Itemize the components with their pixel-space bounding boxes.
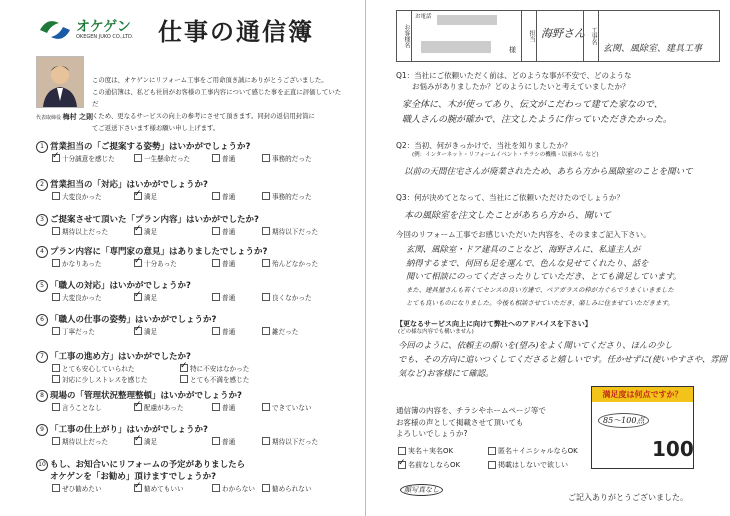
checkbox[interactable] xyxy=(52,227,60,235)
question-title: もし、お知合いにリフォームの予定がありましたら xyxy=(50,460,246,470)
answer-option[interactable] xyxy=(52,258,102,268)
answer-option[interactable] xyxy=(262,191,312,201)
question-title: プラン内容に「専門家の意見」はありましたでしょうか? xyxy=(50,247,268,257)
checkbox[interactable] xyxy=(262,227,270,235)
checkbox[interactable] xyxy=(52,154,60,162)
question-title: 「工事の仕上がり」はいかがでしょうか? xyxy=(50,425,208,435)
option-label: 丁寧だった xyxy=(62,328,95,336)
answer-option[interactable] xyxy=(52,483,102,493)
answer-option[interactable] xyxy=(52,326,95,336)
answer-option[interactable] xyxy=(262,153,312,163)
advice-sub: (どの様な内容でも構いません) xyxy=(398,329,474,335)
option-label: 満足 xyxy=(144,438,158,446)
rq2-title: Q2：当初、何がきっかけで、当社を知りましたか？ xyxy=(396,141,572,150)
publish-option[interactable] xyxy=(488,446,578,456)
answer-line: 聞いて相談にのってくださったりしていただき、とても満足しています。 xyxy=(406,271,682,281)
option-label: できていない xyxy=(272,404,312,412)
answer-option[interactable] xyxy=(262,326,298,336)
answer-option[interactable] xyxy=(52,402,102,412)
answer-option[interactable] xyxy=(212,191,235,201)
rq1-line: お悩みがありましたか？どのようにしたいと考えていましたか？ xyxy=(412,82,630,91)
answer-line: 気など)お客様にて確認。 xyxy=(398,368,494,378)
option-label: 満足 xyxy=(144,328,158,336)
question-number: 8 xyxy=(36,390,48,402)
answer-line: また、建具屋さんも若くてセンスの良い方達で、ペアガラスの枠が力ぐらでうまくいきました xyxy=(406,285,674,294)
phone-redacted xyxy=(437,15,497,25)
answer-option[interactable] xyxy=(134,436,157,446)
intro-line: この通信簿は、私ども社員がお客様の工事内容について感じた事を正直に評価していただ xyxy=(92,88,342,108)
checkbox[interactable] xyxy=(262,403,270,411)
question-title: 営業担当の「ご提案する姿勢」はいかがでしょうか? xyxy=(50,142,251,152)
answer-option[interactable] xyxy=(134,292,157,302)
answer-option[interactable] xyxy=(262,436,318,446)
staff-value: 海野さん xyxy=(541,27,585,40)
signer-role: 代表取締役 xyxy=(36,115,62,121)
rq3-title: Q3：何が決めてとなって、当社にご依頼いただけたのでしょうか？ xyxy=(396,193,625,202)
checkbox[interactable] xyxy=(52,484,60,492)
option-label: とても安心していられた xyxy=(62,365,135,373)
option-label: 事務的だった xyxy=(272,193,312,201)
question-number: 1 xyxy=(36,141,48,153)
answer-option[interactable] xyxy=(212,226,235,236)
score-label: 満足度は何点ですか？ xyxy=(592,387,693,402)
rq3-answer: 本の風除室を注文したことがあちら方から、聞いて xyxy=(404,211,612,221)
answer-option[interactable] xyxy=(52,153,115,163)
option-label: 名前なしならOK xyxy=(408,461,461,469)
question-title: 「工事の進め方」はいかがでしたか? xyxy=(50,352,191,362)
publish-option[interactable] xyxy=(398,446,453,456)
checkbox[interactable] xyxy=(488,461,496,469)
answer-option[interactable] xyxy=(134,402,184,412)
answer-option[interactable] xyxy=(212,258,235,268)
answer-option[interactable] xyxy=(262,483,312,493)
option-label: 良くなかった xyxy=(272,294,312,302)
option-label: 普通 xyxy=(222,438,236,446)
option-label: 普通 xyxy=(222,328,236,336)
checkbox[interactable] xyxy=(212,192,220,200)
answer-line: 玄関、風除室・ドア建具のことなど、海野さんに、私達主人が xyxy=(406,244,641,254)
checkbox[interactable] xyxy=(212,154,220,162)
checkbox[interactable] xyxy=(212,437,220,445)
option-label: 殆んどなかった xyxy=(272,260,319,268)
answer-line: 職人さんの腕が確かで、注文したように作っていただきたかった。 xyxy=(402,115,672,125)
question-title: 「職人の仕事の姿勢」はいかがでしょうか? xyxy=(50,315,217,325)
signer-name: 梅村 之則 xyxy=(62,113,94,121)
advice-answer xyxy=(398,338,727,380)
answer-line: 納得するまで、何回も足を運んで、色んな見せてくれたり、話を xyxy=(406,257,649,268)
answer-option[interactable] xyxy=(180,363,249,373)
option-label: 匿名＋イニシャルならOK xyxy=(498,447,578,455)
option-label: 十分誠意を感じた xyxy=(62,155,115,163)
checkbox[interactable] xyxy=(262,192,270,200)
checkbox[interactable] xyxy=(134,192,142,200)
publish-option[interactable] xyxy=(488,460,568,470)
customer-label: お客様名 xyxy=(397,11,412,61)
answer-line: 今回のように、依頼主の顔いを(望み)をよく聞いてくださり、ほんの少し xyxy=(398,340,673,350)
option-label: とても不満を感じた xyxy=(190,376,250,384)
checkbox[interactable] xyxy=(52,192,60,200)
option-label: 大変良かった xyxy=(62,294,102,302)
answer-option[interactable] xyxy=(262,258,318,268)
checkbox[interactable] xyxy=(262,154,270,162)
answer-option[interactable] xyxy=(52,436,108,446)
question-title: ご提案させて頂いた「プラン内容」はいかがでしたか? xyxy=(50,215,259,225)
answer-option[interactable] xyxy=(212,402,235,412)
checkbox[interactable] xyxy=(52,403,60,411)
advice-title: 【更なるサービス向上に向けて弊社へのアドバイスを下さい】 xyxy=(396,320,592,328)
answer-option[interactable] xyxy=(52,292,102,302)
intro-line: この度は、オケゲンにリフォーム工事をご用命頂き誠にありがとうございました。 xyxy=(92,76,328,84)
option-label: 勧められない xyxy=(272,485,312,493)
question-title: オケゲンを「お勧め」頂けますでしょうか? xyxy=(50,472,217,482)
checkbox[interactable] xyxy=(52,437,60,445)
company-logo-text: オケゲン xyxy=(76,19,131,35)
staff-label: 担当 xyxy=(521,11,537,61)
impression-answer xyxy=(406,243,681,311)
option-label: 配慮があった xyxy=(144,404,184,412)
answer-option[interactable] xyxy=(262,292,312,302)
answer-option[interactable] xyxy=(262,226,318,236)
checkbox[interactable] xyxy=(488,447,496,455)
option-label: 満足 xyxy=(144,228,158,236)
publish-note: 顔写真なし xyxy=(400,484,443,496)
checkbox[interactable] xyxy=(52,259,60,267)
answer-option[interactable] xyxy=(134,153,190,163)
option-label: 普通 xyxy=(222,228,236,236)
checkbox[interactable] xyxy=(52,293,60,301)
rq2-sub: (例：インターネット・リフォームイベント・チラシの機構・以前から など) xyxy=(412,152,599,158)
answer-option[interactable] xyxy=(212,292,235,302)
option-label: 期待以上だった xyxy=(62,228,109,236)
checkbox[interactable] xyxy=(134,154,142,162)
question-number: 2 xyxy=(36,179,48,191)
question-title: 「職人の対応」はいかがでしょうか? xyxy=(50,281,191,291)
question-title: 営業担当の「対応」はいかがでしょうか? xyxy=(50,180,208,190)
question-number: 3 xyxy=(36,214,48,226)
option-label: 普通 xyxy=(222,404,236,412)
publish-question xyxy=(396,405,546,440)
option-label: 満足 xyxy=(144,193,158,201)
publish-line: お客様の声として掲載させて頂いても xyxy=(396,417,524,427)
option-label: 言うことなし xyxy=(62,404,102,412)
checkbox[interactable] xyxy=(262,484,270,492)
intro-line: てご返送下さいます様お願い申し上げます。 xyxy=(92,124,220,132)
checkbox[interactable] xyxy=(262,437,270,445)
intro-line: くため、更なるサービスの向上の参考にさせて頂きます。同封の返信用封筒に xyxy=(92,112,315,120)
answer-option[interactable] xyxy=(212,436,235,446)
checkbox[interactable] xyxy=(212,293,220,301)
answer-option[interactable] xyxy=(212,153,235,163)
option-label: 期待以上だった xyxy=(62,438,109,446)
answer-option[interactable] xyxy=(134,191,157,201)
option-label: 一生懸命だった xyxy=(144,155,191,163)
checkbox[interactable] xyxy=(180,375,188,383)
checkbox[interactable] xyxy=(212,227,220,235)
answer-option[interactable] xyxy=(134,483,184,493)
option-label: かなりあった xyxy=(62,260,102,268)
checkbox[interactable] xyxy=(212,484,220,492)
signer xyxy=(36,112,93,122)
option-label: 十分あった xyxy=(144,260,177,268)
answer-option[interactable] xyxy=(52,226,108,236)
option-label: ぜひ勧めたい xyxy=(62,485,102,493)
checkbox[interactable] xyxy=(262,327,270,335)
rq1-answer xyxy=(402,98,672,128)
option-label: 掲載はしないで欲しい xyxy=(498,461,568,469)
checkbox[interactable] xyxy=(134,293,142,301)
publish-line: 通信簿の内容を、チラシやホームページ等で xyxy=(396,406,546,415)
answer-option[interactable] xyxy=(212,326,235,336)
option-label: 対応に少しストレスを感じた xyxy=(62,376,148,384)
option-label: 事務的だった xyxy=(272,155,312,163)
publish-option[interactable] xyxy=(398,460,460,470)
question-number: 9 xyxy=(36,424,48,436)
impression-title: 今回のリフォーム工事でお感じいただいた内容を、そのままご記入下さい。 xyxy=(396,230,651,239)
score-range: 85〜100点 xyxy=(598,413,649,428)
answer-option[interactable] xyxy=(134,258,177,268)
option-label: 普通 xyxy=(222,294,236,302)
work-value: 玄関、風除室、建具工事 xyxy=(603,44,703,54)
option-label: わからない xyxy=(222,485,255,493)
checkbox[interactable] xyxy=(212,403,220,411)
rq1-line: Q1：当社にご依頼いただく前は、どのような事が不安で、どのような xyxy=(396,71,632,80)
sama-label: 様 xyxy=(509,46,516,54)
score-value: 100 xyxy=(652,437,694,461)
checkbox[interactable] xyxy=(134,484,142,492)
checkbox[interactable] xyxy=(212,327,220,335)
question-number: 4 xyxy=(36,246,48,258)
representative-photo xyxy=(36,56,84,108)
page-title: 仕事の通信簿 xyxy=(158,18,314,46)
checkbox[interactable] xyxy=(262,293,270,301)
checkbox[interactable] xyxy=(52,375,60,383)
checkbox[interactable] xyxy=(398,461,406,469)
company-logo-sub: OKEGEN JUKO CO.,LTD. xyxy=(76,34,134,40)
rq1-title xyxy=(396,70,632,92)
checkbox[interactable] xyxy=(134,227,142,235)
question-number: 6 xyxy=(36,314,48,326)
score-box xyxy=(591,386,694,469)
checkbox[interactable] xyxy=(52,327,60,335)
checkbox[interactable] xyxy=(180,364,188,372)
publish-line: よろしいでしょうか? xyxy=(396,429,468,438)
checkbox[interactable] xyxy=(212,259,220,267)
option-label: 普通 xyxy=(222,193,236,201)
option-label: 期待以下だった xyxy=(272,228,319,236)
page-divider xyxy=(365,0,366,516)
rq2-answer: 以前の天間住宅さんが廃業されたため、あちら方から風除室のことを聞いて xyxy=(404,167,693,177)
work-label: 工事名 xyxy=(583,11,599,61)
option-label: 満足 xyxy=(144,294,158,302)
question-number: 7 xyxy=(36,351,48,363)
answer-option[interactable] xyxy=(134,326,157,336)
option-label: 期待以下だった xyxy=(272,438,319,446)
option-label: 普通 xyxy=(222,155,236,163)
company-logo-icon xyxy=(37,15,73,45)
checkbox[interactable] xyxy=(134,327,142,335)
answer-option[interactable] xyxy=(262,402,312,412)
option-label: 雑だった xyxy=(272,328,299,336)
answer-option[interactable] xyxy=(52,191,102,201)
option-label: 勧めてもいい xyxy=(144,485,184,493)
answer-option[interactable] xyxy=(52,363,135,373)
question-title: 現場の「管理状況整理整頓」はいかがでしょうか? xyxy=(50,391,242,401)
customer-header xyxy=(396,10,720,62)
checkbox[interactable] xyxy=(134,437,142,445)
checkbox[interactable] xyxy=(52,364,60,372)
answer-option[interactable] xyxy=(134,226,157,236)
option-label: 特に不安はなかった xyxy=(190,365,250,373)
thanks-text: ご記入ありがとうございました。 xyxy=(568,493,688,502)
question-number: 5 xyxy=(36,280,48,292)
answer-line: でも、その方向に追いつくしてくださると嬉しいです。任かせずに(使いやすさや、雰囲 xyxy=(398,354,728,364)
option-label: 実名＋実名OK xyxy=(408,447,454,455)
answer-option[interactable] xyxy=(52,374,148,384)
phone-label: お電話 xyxy=(415,14,432,20)
answer-option[interactable] xyxy=(180,374,249,384)
checkbox[interactable] xyxy=(134,403,142,411)
option-label: 大変良かった xyxy=(62,193,102,201)
option-label: 普通 xyxy=(222,260,236,268)
answer-line: とても良いものになりました。今後も相談させていただき、楽しみに住ませていただきます。 xyxy=(406,299,674,307)
answer-option[interactable] xyxy=(212,483,255,493)
answer-line: 家全体に、木が使ってあり、伝文がこだわって建てた家なので、 xyxy=(402,100,663,110)
checkbox[interactable] xyxy=(262,259,270,267)
intro-text xyxy=(92,74,342,134)
question-number: 10 xyxy=(36,459,48,471)
name-redacted xyxy=(421,41,491,53)
checkbox[interactable] xyxy=(134,259,142,267)
checkbox[interactable] xyxy=(398,447,406,455)
